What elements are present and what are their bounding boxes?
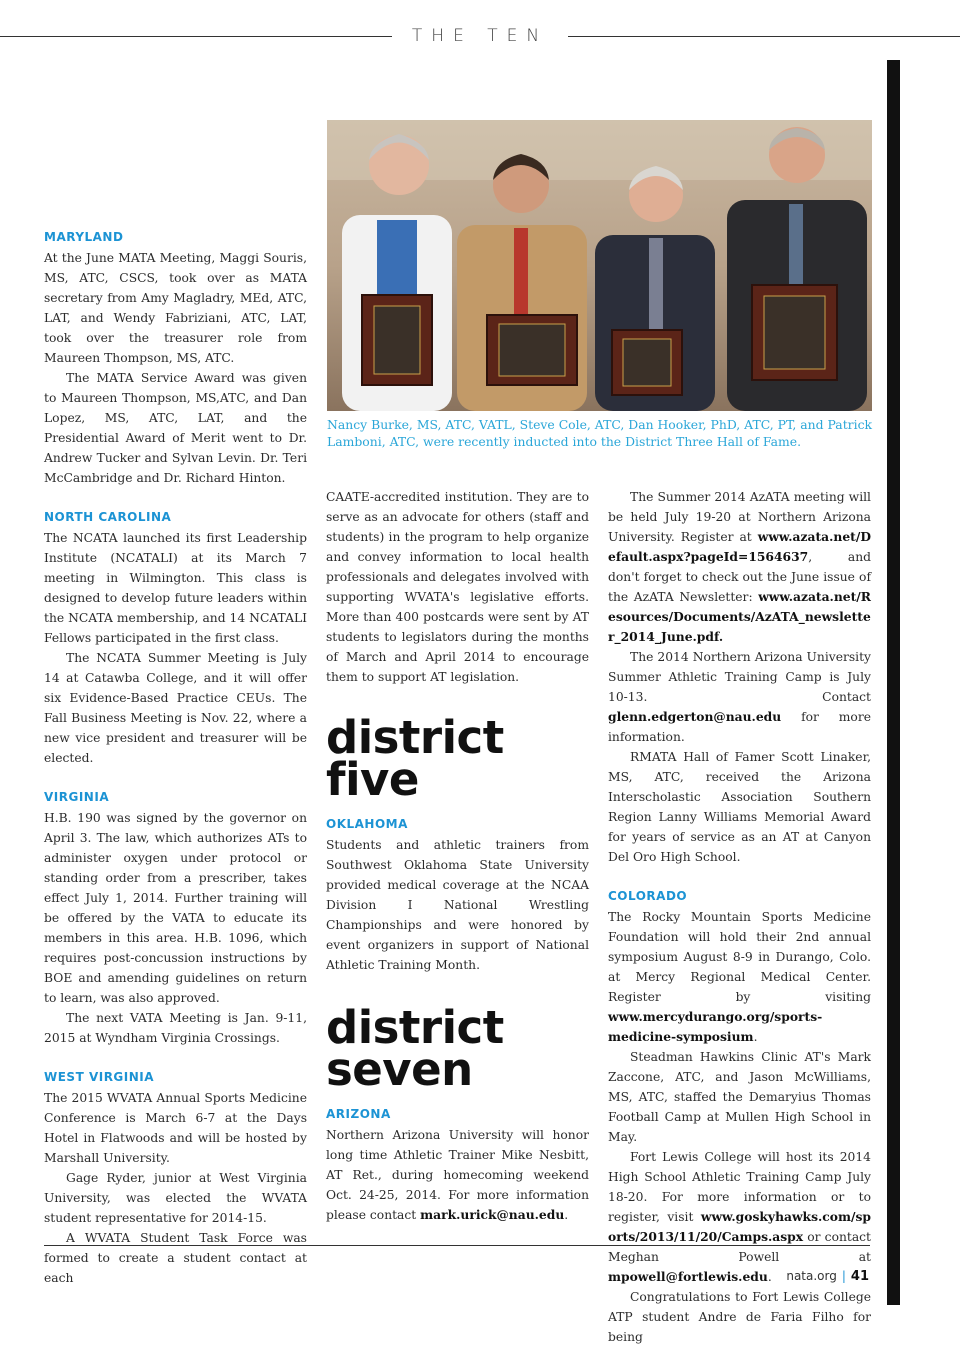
section-heading-oklahoma: OKLAHOMA [326, 817, 408, 831]
maryland-paragraph-2: The MATA Service Award was given to Maureen Thompson, MS,ATC, and Dan Lopez, MS, ATC, LAT, and the Presidential Award of Merit went to Dr. Andrew Tucker and Sylvan Levin. Dr. Teri McCambridge and Dr. Richard Hinton. [44, 371, 307, 485]
district-seven-line-1: district [326, 1001, 504, 1054]
footer-separator: | [841, 1269, 846, 1283]
azata-text-2: , and don't forget to check out the June issue of the AzATA Newsletter: [608, 550, 871, 604]
azata-register-link[interactable]: www.azata.net/Default.aspx?pageId=1564637 [608, 529, 871, 564]
colorado-text-3c: . [767, 1270, 772, 1284]
colorado-text-3b: or contact Meghan Powell at [608, 1230, 871, 1264]
section-heading-north-carolina: NORTH CAROLINA [44, 510, 172, 524]
west-virginia-paragraph-2: Gage Ryder, junior at West Virginia University, was elected the WVATA student representative for 2014-15. [44, 1171, 307, 1225]
goskyhawks-link[interactable]: www.goskyhawks.com/sports/2013/11/20/Camps.aspx [608, 1209, 871, 1244]
photo-caption: Nancy Burke, MS, ATC, VATL, Steve Cole, ATC, Dan Hooker, PhD, ATC, PT, and Patrick Lamboni, ATC, were recently inducted into the District Three Hall of Fame. [327, 417, 873, 449]
district-five-heading [326, 711, 589, 806]
header-rule-left [0, 36, 392, 37]
west-virginia-paragraph-1: The 2015 WVATA Annual Sports Medicine Conference is March 6-7 at the Days Hotel in Flatwoods and will be hosted by Marshall University. [44, 1091, 307, 1165]
district-seven-heading [326, 1001, 589, 1096]
photo-illustration [327, 120, 872, 411]
section-heading-maryland: MARYLAND [44, 230, 124, 244]
azata-newsletter-link[interactable]: www.azata.net/Resources/Documents/AzATA_newsletter_2014_June.pdf. [608, 589, 871, 644]
maryland-paragraph-1: At the June MATA Meeting, Maggi Souris, MS, ATC, CSCS, took over as MATA secretary from Amy Magladry, MEd, ATC, LAT, and Wendy Fabriziani, ATC, LAT, took over the treasurer role from Maureen Thompson, MS, ATC. [44, 251, 307, 365]
page-footer [786, 1269, 869, 1284]
colorado-text-1: The Rocky Mountain Sports Medicine Foundation will hold their 2nd annual symposium August 8-9 in Durango, Colo. at Mercy Regional Medical Center. Register by visiting [608, 910, 871, 1004]
section-heading-colorado: COLORADO [608, 889, 688, 903]
colorado-paragraph-4: Congratulations to Fort Lewis College ATP student Andre de Faria Filho for being [608, 1290, 871, 1344]
colorado-paragraph-2: Steadman Hawkins Clinic AT's Mark Zaccone, ATC, and Jason McWilliams, MS, ATC, staffed the Demaryius Thomas Football Camp at Mullen High School in May. [608, 1050, 871, 1144]
virginia-paragraph-2: The next VATA Meeting is Jan. 9-11, 2015 at Wyndham Virginia Crossings. [44, 1011, 307, 1045]
oklahoma-paragraph: Students and athletic trainers from Southwest Oklahoma State University provided medical coverage at the NCAA Division I National Wrestling Championships and were honored by event organizers in support of National Athletic Training Month. [326, 838, 589, 972]
virginia-paragraph-1: H.B. 190 was signed by the governor on April 3. The law, which authorizes ATs to administer oxygen under protocol or standing order from a prescriber, takes effect July 1, 2014. Further training will be offered by the VATA to educate its members in this area. H.B. 1096, which requires post-concussion instructions by BOE and amending guidelines on return to learn, was also approved. [44, 811, 307, 1005]
district-five-line-2: five [326, 753, 419, 806]
azata-meeting-paragraph [608, 487, 871, 647]
page-edge-bar [887, 60, 900, 1305]
footer-site[interactable]: nata.org [786, 1269, 837, 1283]
mpowell-email[interactable]: mpowell@fortlewis.edu [608, 1269, 768, 1284]
hall-of-fame-photo [327, 120, 872, 411]
column-1 [44, 228, 307, 1288]
arizona-text: Northern Arizona University will honor long time Athletic Trainer Mike Nesbitt, AT Ret., during homecoming weekend Oct. 24-25, 2014. For more information please contact [326, 1128, 589, 1222]
north-carolina-paragraph-1: The NCATA launched its first Leadership Institute (NCATALI) at its March 7 meeting in Wilmington. This class is designed to develop future leaders within the NCATA membership, and 14 NCATALI Fellows participated in the first class. [44, 531, 307, 645]
arizona-text-end: . [564, 1208, 569, 1222]
colorado-text-3: Fort Lewis College will host its 2014 High School Athletic Training Camp July 18-20. For more information or to register, visit [608, 1150, 871, 1224]
footer-rule [44, 1245, 870, 1246]
running-header: THE TEN [411, 26, 549, 46]
mercy-durango-link[interactable]: www.mercydurango.org/sports-medicine-symposium [608, 1009, 823, 1044]
section-heading-virginia: VIRGINIA [44, 790, 110, 804]
column-3 [608, 487, 871, 1347]
colorado-paragraph-3 [608, 1147, 871, 1287]
column-2 [326, 487, 589, 1225]
section-heading-west-virginia: WEST VIRGINIA [44, 1070, 155, 1084]
nau-camp-text-2: for more information. [608, 710, 871, 744]
section-heading-arizona: ARIZONA [326, 1107, 391, 1121]
rmata-paragraph: RMATA Hall of Famer Scott Linaker, MS, ATC, received the Arizona Interscholastic Association Southern Region Lanny Williams Memorial Award for years of service as an AT at Canyon Del Oro High School. [608, 750, 871, 864]
colorado-text-1-end: . [753, 1030, 758, 1044]
district-five-line-1: district [326, 711, 504, 764]
nau-camp-email[interactable]: glenn.edgerton@nau.edu [608, 709, 782, 724]
north-carolina-paragraph-2: The NCATA Summer Meeting is July 14 at Catawba College, and it will offer six Evidence-Based Practice CEUs. The Fall Business Meeting is Nov. 22, where a new vice president and treasurer will be elected. [44, 651, 307, 765]
arizona-paragraph [326, 1125, 589, 1225]
header-rule-right [568, 36, 960, 37]
nau-camp-paragraph [608, 647, 871, 747]
azata-text-1: The Summer 2014 AzATA meeting will be held July 19-20 at Northern Arizona University. Register at [608, 490, 871, 544]
district-seven-line-2: seven [326, 1043, 473, 1096]
west-virginia-continued: CAATE-accredited institution. They are to serve as an advocate for others (staff and students) in the program to help organize and convey information to local health professionals and delegates involved with supporting WVATA's legislative efforts. More than 400 postcards were sent by AT students to legislators during the months of March and April 2014 to encourage them to support AT legislation. [326, 490, 589, 684]
colorado-paragraph-1 [608, 907, 871, 1047]
west-virginia-paragraph-3: A WVATA Student Task Force was formed to create a student contact at each [44, 1231, 307, 1285]
page-number: 41 [850, 1269, 869, 1284]
arizona-contact-email[interactable]: mark.urick@nau.edu [420, 1207, 565, 1222]
nau-camp-text-1: The 2014 Northern Arizona University Summer Athletic Training Camp is July 10-13. Contact [608, 650, 871, 704]
